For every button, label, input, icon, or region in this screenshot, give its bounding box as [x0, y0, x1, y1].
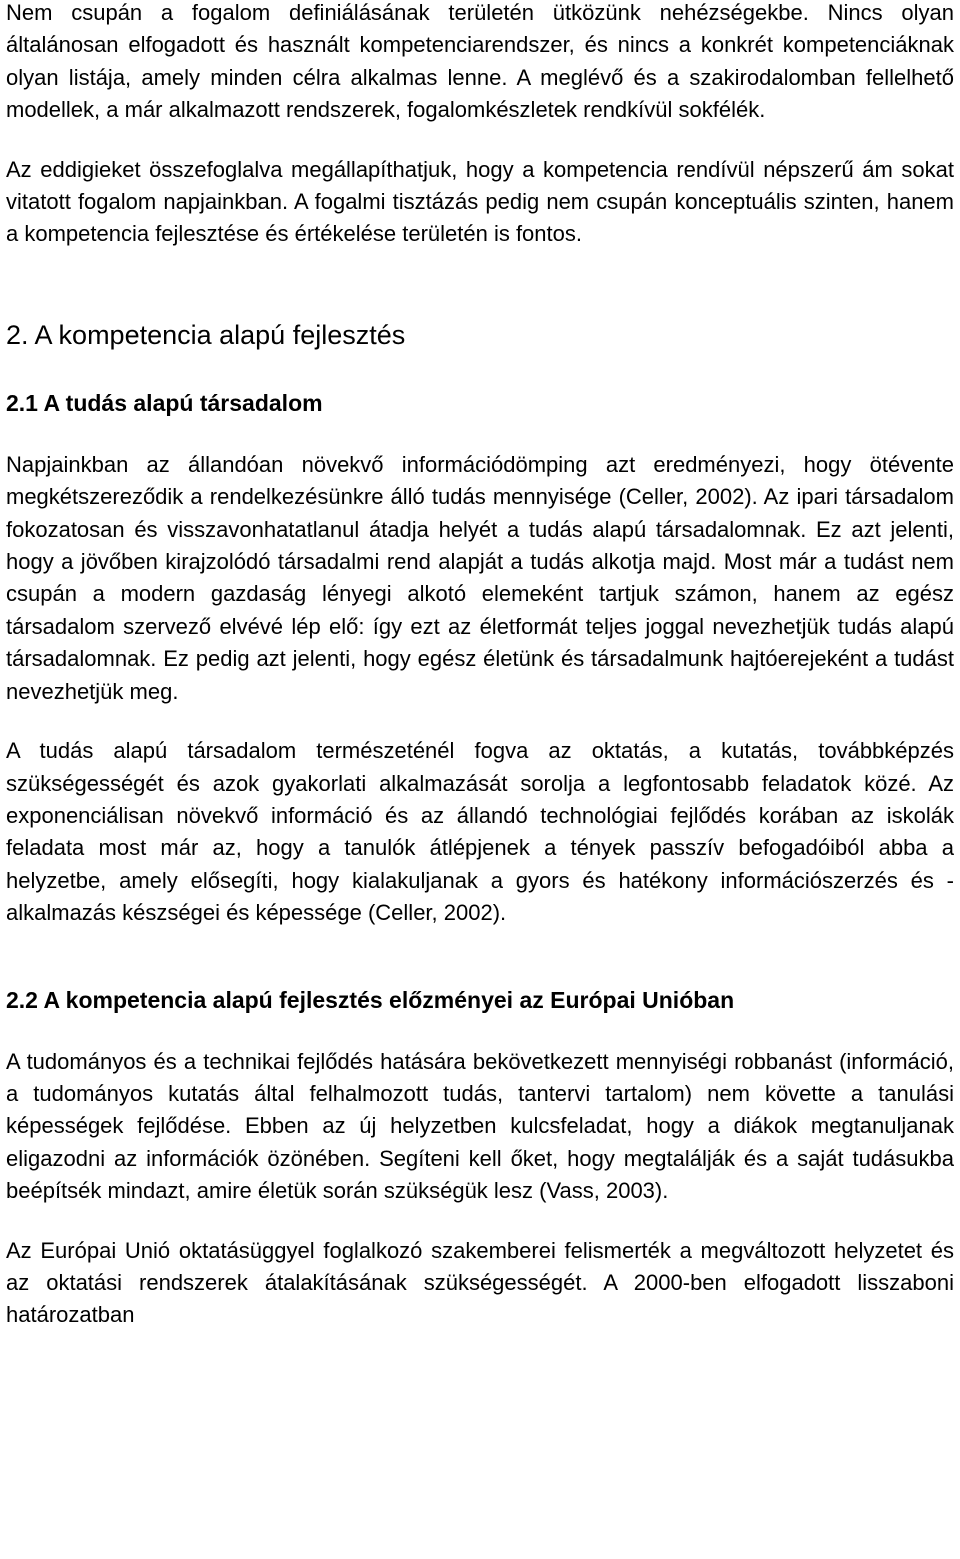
paragraph-intro-1: Nem csupán a fogalom definiálásának területén ütközünk nehézségekbe. Nincs olyan általánosan elfogadott és használt kompetenciarendszer, és nincs a konkrét kompetenciáknak olyan listája, amely minden célra alkalmas lenne. A meglévő és a szakirodalomban fellelhető modellek, a már alkalmazott rendszerek, fogalomkészletek rendkívül sokfélék. [6, 0, 954, 123]
paragraph-2-2-1: A tudományos és a technikai fejlődés hatására bekövetkezett mennyiségi robbanást (információ, a tudományos kutatás által felhalmozott tudás, tantervi tartalom) nem követte a tanulási képességek fejlődése. Ebben az új helyzetben kulcsfeladat, hogy a diákok megtanuljanak eligazodni az információk özönében. Segíteni kell őket, hogy megtalálják és a saját tudásukba beépítsék mindazt, amire életük során szükségük lesz (Vass, 2003). [6, 1048, 954, 1204]
section-2-2-heading: 2.2 A kompetencia alapú fejlesztés előzményei az Európai Unióban [6, 986, 735, 1013]
paragraph-2-1-2: A tudás alapú társadalom természeténél fogva az oktatás, a kutatás, továbbképzés szükségességét és azok gyakorlati alkalmazását sorolja a legfontosabb feladatok közé. Az exponenciálisan növekvő információ és az állandó technológiai fejlődés korában az iskolák feladata most már az, hogy a tanulók átlépjenek a tények passzív befogadóiból abba a helyzetbe, amely elősegíti, hogy kialakuljanak a gyors és hatékony információszerzés és - alkalmazás készségei és képessége (Celler, 2002). [6, 738, 954, 926]
paragraph-intro-2: Az eddigieket összefoglalva megállapíthatjuk, hogy a kompetencia rendívül népszerű ám sokat vitatott fogalom napjainkban. A fogalmi tisztázás pedig nem csupán konceptuális szinten, hanem a kompetencia fejlesztése és értékelése területén is fontos. [6, 156, 954, 247]
section-2-heading: 2. A kompetencia alapú fejlesztés [6, 319, 406, 350]
paragraph-2-2-2: Az Európai Unió oktatásüggyel foglalkozó szakemberei felismerték a megváltozott helyzetet és az oktatási rendszerek átalakításának szükségességét. A 2000-ben elfogadott lisszaboni határozatban [6, 1237, 954, 1328]
section-2-1-heading: 2.1 A tudás alapú társadalom [6, 389, 323, 416]
document-page [6, 0, 954, 1332]
paragraph-2-1-1: Napjainkban az állandóan növekvő információdömping azt eredményezi, hogy ötévente megkétszereződik a rendelkezésünkre álló tudás mennyisége (Celler, 2002). Az ipari társadalom fokozatosan és visszavonhatatlanul átadja helyét a tudás alapú társadalomnak. Ez azt jelenti, hogy a jövőben kirajzolódó társadalmi rend alapját a tudás alkotja majd. Most már a tudást nem csupán a modern gazdaság lényegi alkotó elemeként tartjuk számon, hanem az egész társadalom szervező elvévé lép elő: így ezt az életformát teljes joggal nevezhetjük tudás alapú társadalomnak. Ez pedig azt jelenti, hogy egész életünk és társadalmunk hajtóerejeként a tudást nevezhetjük meg. [6, 451, 954, 704]
